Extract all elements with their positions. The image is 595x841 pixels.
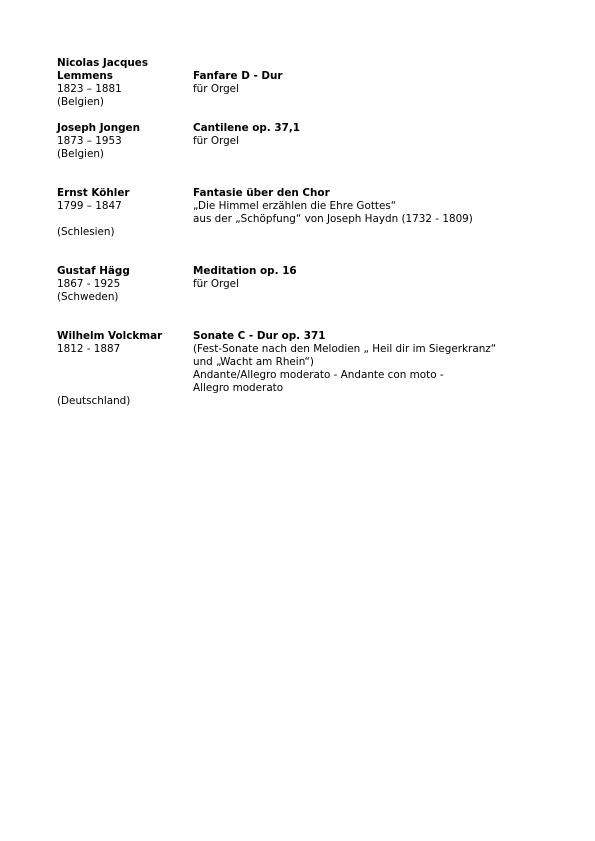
piece-description: für Orgel [193, 83, 239, 95]
piece-description: aus der „Schöpfung“ von Joseph Haydn (1732 - 1809) [193, 213, 473, 225]
piece-title: Fanfare D - Dur [193, 70, 283, 82]
composer-years: 1867 - 1925 [57, 278, 121, 290]
composer-country: (Schlesien) [57, 226, 115, 238]
composer-years: 1812 - 1887 [57, 343, 121, 355]
piece-title: Sonate C - Dur op. 371 [193, 330, 326, 342]
composer-name: Ernst Köhler [57, 187, 130, 199]
composer-country: (Belgien) [57, 96, 104, 108]
composer-name: Gustaf Hägg [57, 265, 130, 277]
composer-name: Wilhelm Volckmar [57, 330, 163, 342]
piece-description: „Die Himmel erzählen die Ehre Gottes“ [193, 200, 397, 212]
composer-years: 1799 – 1847 [57, 200, 122, 212]
piece-description: für Orgel [193, 135, 239, 147]
piece-title: Fantasie über den Chor [193, 187, 330, 199]
piece-description: Andante/Allegro moderato - Andante con moto - [193, 369, 444, 381]
composer-name: Joseph Jongen [57, 122, 140, 134]
composer-country: (Schweden) [57, 291, 119, 303]
piece-description: Allegro moderato [193, 382, 284, 394]
composer-country: (Deutschland) [57, 395, 131, 407]
piece-title: Cantilene op. 37,1 [193, 122, 301, 134]
piece-description: und „Wacht am Rhein“) [193, 356, 314, 368]
piece-description: für Orgel [193, 278, 239, 290]
composer-years: 1823 – 1881 [57, 83, 122, 95]
piece-title: Meditation op. 16 [193, 265, 297, 277]
piece-description: (Fest-Sonate nach den Melodien „ Heil dir im Siegerkranz“ [193, 343, 497, 355]
composer-name: Nicolas Jacques [57, 57, 149, 69]
composer-years: 1873 – 1953 [57, 135, 122, 147]
composer-name: Lemmens [57, 70, 113, 82]
composer-country: (Belgien) [57, 148, 104, 160]
